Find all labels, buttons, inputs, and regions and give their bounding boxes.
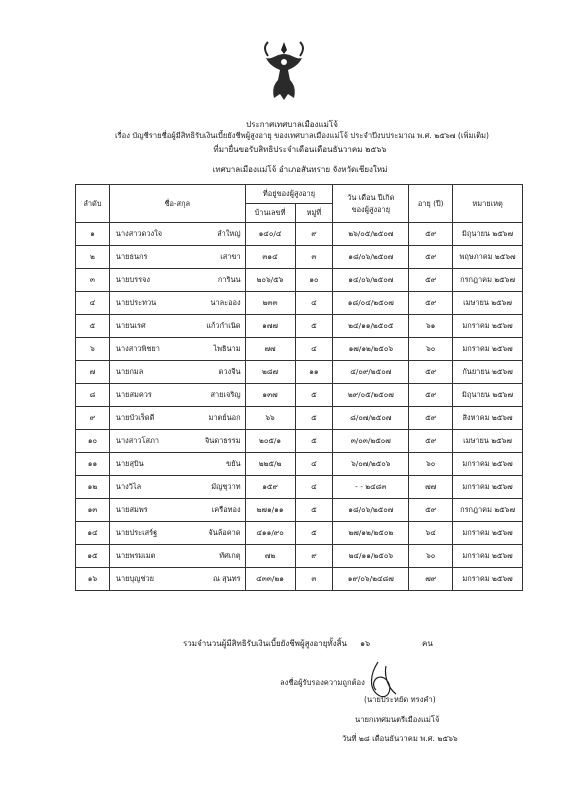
table-row (76, 453, 523, 476)
cell-house-no: ๒๓๓ (245, 292, 295, 315)
cell-name (109, 453, 245, 476)
cell-note: มกราคม ๒๕๖๗ (453, 453, 523, 476)
cell-last-name: มัญชุวาท (211, 482, 241, 491)
cell-age: ๕๙ (409, 246, 453, 269)
col-header-moo: หมู่ที่ (295, 204, 333, 223)
cell-first-name: นายสมควร (115, 390, 152, 399)
cell-seq: ๔ (76, 292, 110, 315)
cell-last-name: เสาขา (220, 252, 241, 261)
cell-first-name: นางสาวพิชยา (115, 344, 160, 353)
cell-moo: ๔ (295, 292, 333, 315)
cell-house-no: ๒๘๗ (245, 361, 295, 384)
total-value: ๑๖ (360, 639, 371, 648)
cell-birth: ๔/๐๙/๒๕๐๗ (333, 361, 409, 384)
cell-house-no: ๑๓๗ (245, 384, 295, 407)
cell-birth: - - ๒๔๘๓ (333, 476, 409, 499)
table-row (76, 223, 523, 246)
cell-note: กรกฎาคม ๒๕๖๗ (453, 269, 523, 292)
cell-birth: ๑๘/๐๖/๒๕๐๗ (333, 246, 409, 269)
cell-age: ๕๙ (409, 223, 453, 246)
cell-first-name: นายธนกร (115, 252, 148, 261)
table-row (76, 407, 523, 430)
cell-name (109, 568, 245, 591)
cell-birth: ๘/๐๗/๒๕๐๗ (333, 407, 409, 430)
cell-name (109, 246, 245, 269)
cell-house-no: ๔๑๑/๙๐ (245, 522, 295, 545)
cell-note: มิถุนายน ๒๕๖๗ (453, 384, 523, 407)
certify-label: ลงชื่อผู้รับรองความถูกต้อง (280, 678, 365, 687)
cell-birth: ๒๔/๑๑/๒๕๐๖ (333, 545, 409, 568)
cell-first-name: นายกมล (115, 367, 144, 376)
cell-last-name: การินน (217, 275, 241, 284)
table-row (76, 269, 523, 292)
col-header-name: ชื่อ-สกุล (109, 185, 245, 223)
cell-house-no: ๒๗๑/๑๑ (245, 499, 295, 522)
cell-first-name: นายนเรศ (115, 321, 146, 330)
col-header-seq: ลำดับ (76, 185, 110, 223)
cell-last-name: แก้วกำเนิด (206, 321, 241, 330)
table-row (76, 522, 523, 545)
cell-name (109, 292, 245, 315)
cell-birth: ๒๗/๑๒/๒๕๐๒ (333, 522, 409, 545)
cell-moo: ๕ (295, 315, 333, 338)
col-header-birth: วัน เดือน ปีเกิด ของผู้สูงอายุ (333, 185, 409, 223)
table-row (76, 292, 523, 315)
cell-moo: ๕ (295, 499, 333, 522)
cell-age: ๕๙ (409, 499, 453, 522)
cell-note: สิงหาคม ๒๕๖๗ (453, 407, 523, 430)
cell-birth: ๓/๐๓/๒๕๐๗ (333, 430, 409, 453)
cell-moo: ๔ (295, 338, 333, 361)
table-row (76, 476, 523, 499)
cell-seq: ๑๔ (76, 522, 110, 545)
cell-seq: ๑๖ (76, 568, 110, 591)
cell-note: มกราคม ๒๕๖๗ (453, 338, 523, 361)
cell-seq: ๕ (76, 315, 110, 338)
cell-moo: ๕ (295, 384, 333, 407)
cell-age: ๕๙ (409, 292, 453, 315)
cell-first-name: นายบัวเร็ดดี (115, 413, 155, 422)
cell-name (109, 384, 245, 407)
cell-house-no: ๗๗ (245, 338, 295, 361)
cell-last-name: ไพธินาม (213, 344, 241, 353)
cell-note: มกราคม ๒๕๖๗ (453, 476, 523, 499)
cell-note: เมษายน ๒๕๖๗ (453, 292, 523, 315)
col-header-age: อายุ (ปี) (409, 185, 453, 223)
cell-seq: ๓ (76, 269, 110, 292)
cell-last-name: จินดาธรรม (204, 436, 241, 445)
cell-name (109, 476, 245, 499)
cell-birth: ๑๘/๐๔/๒๕๐๗ (333, 292, 409, 315)
cell-note: มิถุนายน ๒๕๖๗ (453, 223, 523, 246)
cell-name (109, 522, 245, 545)
cell-first-name: นายบุญช่วย (115, 574, 154, 583)
cell-birth: ๑๘/๐๖/๒๕๐๗ (333, 499, 409, 522)
cell-birth: ๒๙/๐๕/๒๕๐๗ (333, 384, 409, 407)
cell-first-name: นายพรมเมต (115, 551, 156, 560)
cell-last-name: ลำใหญ่ (217, 229, 241, 238)
cell-first-name: นายประทวน (115, 298, 157, 307)
cell-first-name: นายสุบิน (115, 459, 144, 468)
cell-house-no: ๑๕๙ (245, 476, 295, 499)
cell-last-name: ทัศเกตุ (219, 551, 241, 560)
cell-age: ๗๗ (409, 476, 453, 499)
cell-name (109, 223, 245, 246)
table-row (76, 430, 523, 453)
cell-seq: ๑๑ (76, 453, 110, 476)
cell-seq: ๘ (76, 384, 110, 407)
cell-age: ๖๐ (409, 545, 453, 568)
cell-first-name: นายบรรจง (115, 275, 151, 284)
cell-house-no: ๔๓๓/๒๑ (245, 568, 295, 591)
cell-seq: ๗ (76, 361, 110, 384)
cell-note: กรกฎาคม ๒๕๖๗ (453, 499, 523, 522)
cell-note: มกราคม ๒๕๖๗ (453, 545, 523, 568)
cell-moo: ๔ (295, 453, 333, 476)
announcement-subject: เรื่อง บัญชีรายชื่อผู้มีสิทธิรับเงินเบี้ยยังชีพผู้สูงอายุ ของเทศบาลเมืองแม่โจ้ ประจำปีงบประมาณ พ.ศ. ๒๕๖๗ (เพิ่มเติม) (115, 131, 489, 140)
cell-moo: ๕ (295, 407, 333, 430)
cell-last-name: ขยัน (226, 459, 241, 468)
cell-note: มกราคม ๒๕๖๗ (453, 315, 523, 338)
cell-name (109, 338, 245, 361)
cell-moo: ๔ (295, 476, 333, 499)
cell-name (109, 545, 245, 568)
cell-last-name: เครือทอง (211, 505, 241, 514)
cell-first-name: นางสาวโสภา (115, 436, 160, 445)
cell-seq: ๑๒ (76, 476, 110, 499)
cell-house-no: ๑๔๐/๔ (245, 223, 295, 246)
cell-name (109, 499, 245, 522)
cell-house-no: ๒๒๕/๒ (245, 453, 295, 476)
cell-seq: ๒ (76, 246, 110, 269)
cell-house-no: ๖๖ (245, 407, 295, 430)
cell-last-name: มาตย์นอก (208, 413, 241, 422)
cell-note: มกราคม ๒๕๖๗ (453, 568, 523, 591)
col-header-house-no: บ้านเลขที่ (245, 204, 295, 223)
cell-moo: ๓ (295, 568, 333, 591)
cell-name (109, 361, 245, 384)
cell-last-name: ดวงจีน (218, 367, 241, 376)
table-row (76, 545, 523, 568)
cell-note: เมษายน ๒๕๖๗ (453, 430, 523, 453)
cell-note: มกราคม ๒๕๖๗ (453, 522, 523, 545)
cell-name (109, 269, 245, 292)
cell-name (109, 430, 245, 453)
col-header-address: ที่อยู่ของผู้สูงอายุ (245, 185, 333, 204)
signer-name: (นายประหยัด ทรงคำ) (364, 695, 436, 704)
table-row (76, 384, 523, 407)
cell-birth: ๒๖/๐๕/๒๕๐๗ (333, 223, 409, 246)
cell-last-name: นาละออง (210, 298, 241, 307)
cell-age: ๕๙ (409, 361, 453, 384)
cell-last-name: ณ สุนทร (212, 574, 241, 583)
cell-age: ๖๑ (409, 315, 453, 338)
announcement-location: เทศบาลเมืองแม่โจ้ อำเภอสันทราย จังหวัดเชียงใหม่ (212, 165, 388, 174)
garuda-emblem-icon (262, 40, 306, 102)
table-row (76, 499, 523, 522)
cell-seq: ๑๐ (76, 430, 110, 453)
cell-age: ๕๙ (409, 430, 453, 453)
table-row (76, 338, 523, 361)
table-row (76, 568, 523, 591)
cell-first-name: นายสมพร (115, 505, 148, 514)
cell-seq: ๙ (76, 407, 110, 430)
cell-seq: ๑๓ (76, 499, 110, 522)
announcement-date: วันที่ ๒๘ เดือนธันวาคม พ.ศ. ๒๕๖๖ (342, 734, 458, 743)
table-row (76, 361, 523, 384)
cell-birth: ๖/๐๗/๒๕๐๖ (333, 453, 409, 476)
cell-moo: ๙ (295, 545, 333, 568)
cell-note: กันยายน ๒๕๖๗ (453, 361, 523, 384)
cell-moo: ๕ (295, 522, 333, 545)
cell-name (109, 315, 245, 338)
cell-moo: ๑๑ (295, 361, 333, 384)
cell-age: ๕๙ (409, 407, 453, 430)
cell-age: ๕๙ (409, 269, 453, 292)
cell-birth: ๑๗/๑๒/๒๕๐๖ (333, 338, 409, 361)
cell-age: ๖๐ (409, 338, 453, 361)
cell-moo: ๕ (295, 430, 333, 453)
cell-house-no: ๗๒ (245, 545, 295, 568)
cell-house-no: ๒๐๖/๕๖ (245, 269, 295, 292)
cell-name (109, 407, 245, 430)
cell-house-no: ๒๐๕/๑ (245, 430, 295, 453)
cell-age: ๖๐ (409, 453, 453, 476)
total-unit: คน (422, 639, 433, 648)
cell-seq: ๑๕ (76, 545, 110, 568)
cell-house-no: ๓๑๔ (245, 246, 295, 269)
announcement-title: ประกาศเทศบาลเมืองแม่โจ้ (246, 120, 338, 129)
cell-age: ๗๙ (409, 568, 453, 591)
cell-birth: ๑๔/๐๖/๒๕๐๗ (333, 269, 409, 292)
cell-age: ๕๙ (409, 384, 453, 407)
signer-position: นายกเทศมนตรีเมืองแม่โจ้ (355, 715, 440, 724)
cell-last-name: สายเจริญ (210, 390, 241, 399)
total-line (183, 637, 483, 649)
cell-seq: ๖ (76, 338, 110, 361)
announcement-subtitle: ที่มายื่นขอรับสิทธิประจำเดือนเดือนธันวาคม ๒๕๖๖ (213, 145, 387, 154)
cell-seq: ๑ (76, 223, 110, 246)
total-label: รวมจำนวนผู้มีสิทธิรับเงินเบี้ยยังชีพผู้สูงอายุทั้งสิ้น (183, 639, 347, 648)
cell-house-no: ๑๗๗ (245, 315, 295, 338)
cell-first-name: นางวิไล (115, 482, 142, 491)
cell-age: ๖๔ (409, 522, 453, 545)
cell-moo: ๓ (295, 246, 333, 269)
table-row (76, 246, 523, 269)
beneficiary-table (75, 184, 523, 591)
cell-first-name: นางสาวดวงใจ (115, 229, 163, 238)
cell-first-name: นายประเสร์ฐ (115, 528, 158, 537)
table-row (76, 315, 523, 338)
cell-moo: ๑๐ (295, 269, 333, 292)
cell-birth: ๑๙/๐๖/๒๔๘๗ (333, 568, 409, 591)
cell-moo: ๙ (295, 223, 333, 246)
cell-last-name: จันล้อคาด (208, 528, 241, 537)
col-header-note: หมายเหตุ (453, 185, 523, 223)
cell-note: พฤษภาคม ๒๕๖๗ (453, 246, 523, 269)
cell-birth: ๒๔/๑๑/๒๕๐๕ (333, 315, 409, 338)
